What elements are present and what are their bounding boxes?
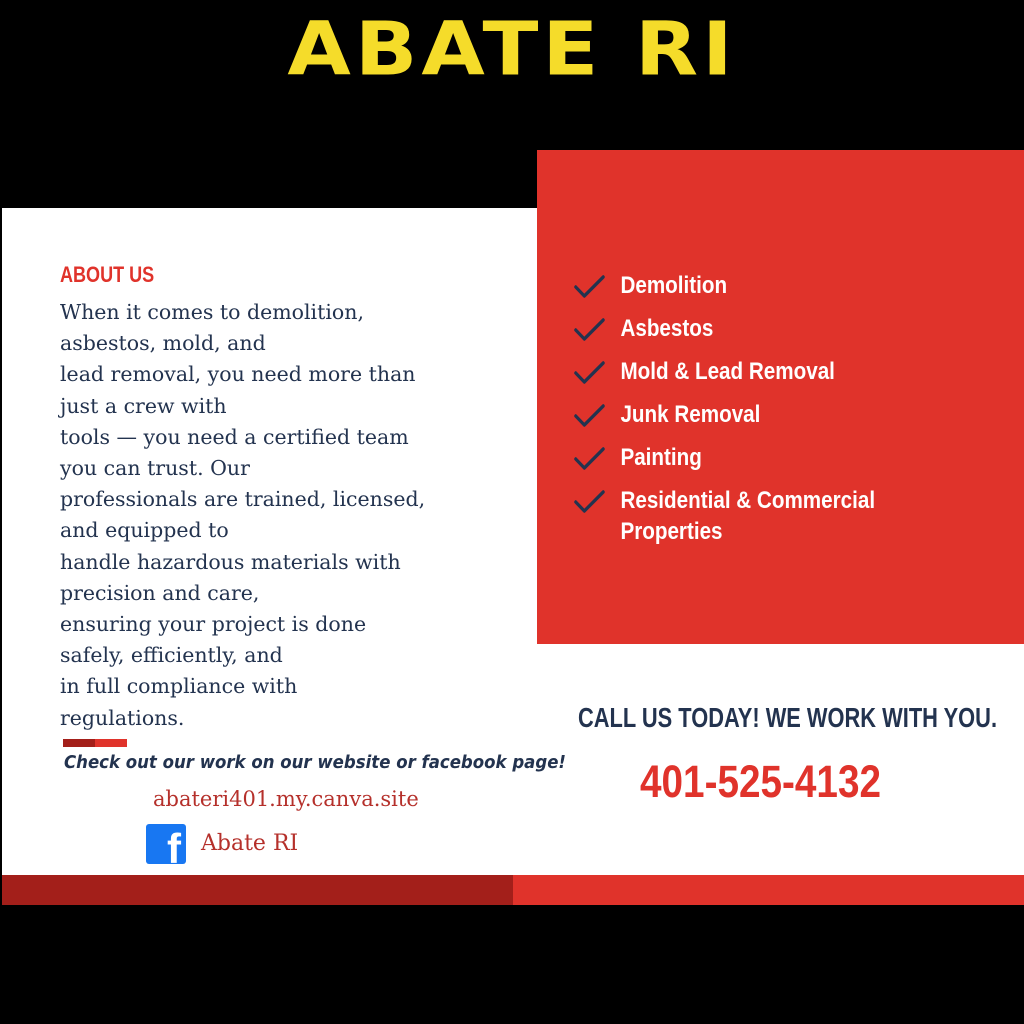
facebook-link[interactable]: Abate RI [201, 831, 299, 856]
service-label: Demolition [620, 272, 728, 299]
about-line: professionals are trained, licensed, [60, 487, 426, 512]
service-label: Residential & Commercial Properties [620, 487, 876, 545]
about-line: ensuring your project is done [60, 612, 367, 637]
accent-segment-red [95, 739, 127, 747]
check-icon [574, 489, 605, 515]
check-icon [574, 274, 605, 300]
phone-number[interactable]: 401-525-4132 [640, 756, 882, 807]
about-line: lead removal, you need more than [60, 362, 416, 387]
service-item-painting [574, 442, 982, 473]
call-to-action: CALL US TODAY! WE WORK WITH YOU. [578, 702, 998, 733]
check-icon [574, 446, 605, 472]
about-line: and equipped to [60, 518, 229, 543]
facebook-icon[interactable]: f [146, 824, 186, 864]
about-text [60, 297, 470, 734]
footer-bar-dark [2, 875, 513, 905]
about-line: tools — you need a certified team [60, 424, 409, 449]
about-heading: ABOUT US [60, 262, 155, 287]
check-icon [574, 360, 605, 386]
accent-divider [63, 739, 127, 747]
service-label: Junk Removal [620, 401, 761, 428]
service-item-junk-removal [574, 399, 982, 430]
service-label: Asbestos [620, 315, 714, 342]
footer-bar-red [513, 875, 1024, 905]
services-list [574, 270, 1014, 559]
service-label: Painting [620, 444, 702, 471]
about-line: handle hazardous materials with [60, 549, 401, 574]
service-item-demolition [574, 270, 982, 301]
about-line: When it comes to demolition, [60, 300, 364, 324]
service-item-residential-commercial [574, 485, 982, 547]
about-line: asbestos, mold, and [60, 331, 266, 356]
website-link[interactable]: abateri401.my.canva.site [153, 787, 419, 811]
about-line: just a crew with [60, 393, 227, 418]
about-line: safely, efficiently, and [60, 643, 283, 668]
about-line: regulations. [60, 705, 185, 730]
check-icon [574, 403, 605, 429]
links-prompt: Check out our work on our website or facebook page! [64, 752, 566, 773]
service-item-asbestos [574, 313, 982, 344]
service-item-mold-lead [574, 356, 982, 387]
about-line: you can trust. Our [60, 456, 250, 481]
page-title: ABATE RI [287, 6, 737, 93]
service-label: Mold & Lead Removal [620, 358, 835, 385]
check-icon [574, 317, 605, 343]
accent-segment-dark [63, 739, 95, 747]
about-line: precision and care, [60, 580, 260, 605]
about-line: in full compliance with [60, 674, 298, 699]
